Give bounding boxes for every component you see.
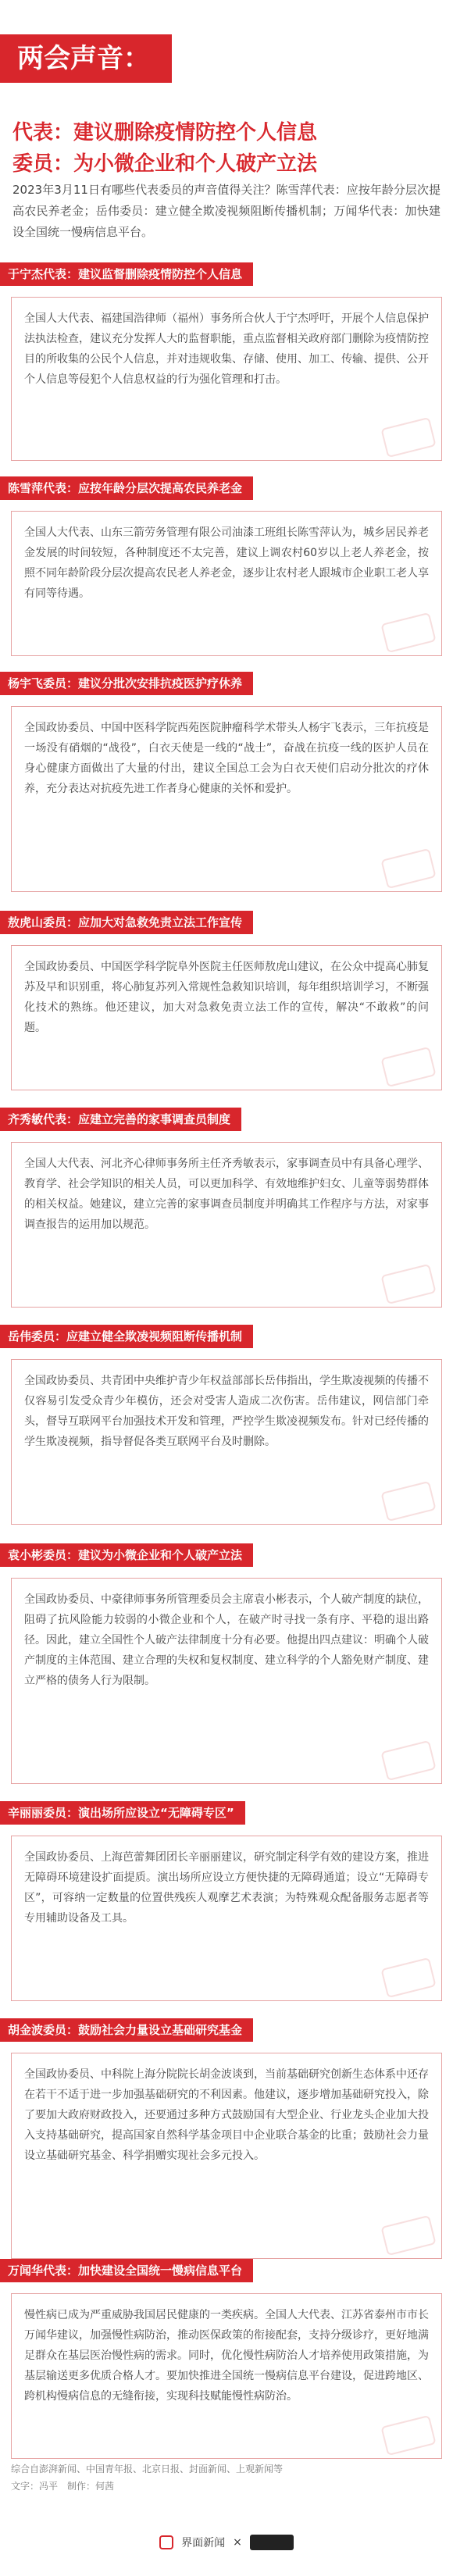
section-body: 全国人大代表、山东三箭劳务管理有限公司油漆工班组长陈雪萍认为，城乡居民养老金发展的时间较短，各种制度还不太完善，建议上调农村60岁以上老人养老金，按照不同年龄阶段分层次提高农民老人养老金，逐步让农村老人跟城市企业职工老人享有同等待遇。 [24, 526, 429, 600]
section-title: 齐秀敏代表：应建立完善的家事调查员制度 [0, 1108, 241, 1131]
section-title: 杨宇飞委员：建议分批次安排抗疫医护疗休养 [0, 672, 253, 695]
section-title: 岳伟委员：应建立健全欺凌视频阻断传播机制 [0, 1325, 253, 1348]
section-body: 全国人大代表、福建国浩律师（福州）事务所合伙人于宁杰呼吁，开展个人信息保护法执法检查，建议充分发挥人大的监督职能，重点监督相关政府部门删除为疫情防控目的所收集的公民个人信息，并对违规收集、存储、使用、加工、传输、提供、公开个人信息等侵犯个人信息权益的行为强化管理和打击。 [24, 312, 429, 386]
section-card [11, 1142, 442, 1308]
section-body: 全国政协委员、中国医学科学院阜外医院主任医师敖虎山建议，在公众中提高心肺复苏及早和识别重，将心肺复苏列入常规性急救知识培训，每年组织培训学习，不断强化技术的熟练。他还建议，加大对急救免责立法工作的宣传，解决“不敢救”的问题。 [24, 961, 429, 1034]
section-4 [8, 911, 442, 1090]
section-card [11, 2053, 442, 2259]
footer-sources: 综合自澎湃新闻、中国青年报、北京日报、封面新闻、上观新闻等 [11, 2464, 284, 2474]
watermark-stamp-icon [380, 1047, 436, 1087]
section-7 [8, 1543, 442, 1784]
section-9 [8, 2018, 442, 2259]
footer-credits: 文字：冯平 制作：何茜 [11, 2481, 115, 2492]
section-body: 全国人大代表、河北齐心律师事务所主任齐秀敏表示，家事调查员中有具备心理学、教育学、社会学知识的相关人员，可以更加科学、有效地维护妇女、儿童等弱势群体的相关权益。她建议，建立完善的家事调查员制度并明确其工作程序与方法，对家事调查报告的运用加以规范。 [24, 1158, 429, 1231]
headline-line-1: 代表：建议删除疫情防控个人信息 [12, 121, 318, 144]
section-body: 全国政协委员、中豪律师事务所管理委员会主席袁小彬表示，个人破产制度的缺位，阻碍了抗风险能力较弱的小微企业和个人，在破产时寻找一条有序、平稳的退出路径。因此，建立全国性个人破产法律制度十分有必要。他提出四点建议：明确个人破产制度的主体范围、建立合理的失权和复权制度、建立科学的个人豁免财产制度、建立严格的债务人行为限制。 [24, 1593, 429, 1687]
watermark-stamp-icon [380, 848, 436, 889]
section-card [11, 511, 442, 656]
brand-bar [0, 2531, 453, 2554]
watermark-stamp-icon [380, 1481, 436, 1522]
watermark-stamp-icon [380, 417, 436, 458]
headline-line-2: 委员：为小微企业和个人破产立法 [12, 152, 318, 176]
section-card [11, 1359, 442, 1525]
watermark-stamp-icon [380, 1957, 436, 1998]
section-5 [8, 1108, 442, 1308]
section-body: 慢性病已成为严重威胁我国居民健康的一类疾病。全国人大代表、江苏省泰州市市长万闻华建议，加强慢性病防治，推动医保政策的衔接配套，支持分级诊疗，更好地满足群众在基层医治慢性病的需求。同时，优化慢性病防治人才培养使用政策措施，为基层输送更多优质合格人才。要加快推进全国统一慢病信息平台建设，促进跨地区、跨机构慢病信息的无缝衔接，实现科技赋能慢性病防治。 [24, 2309, 429, 2403]
section-card [11, 706, 442, 892]
watermark-stamp-icon [380, 612, 436, 653]
section-8 [8, 1801, 442, 2001]
section-10 [8, 2259, 442, 2459]
section-title: 于宁杰代表：建议监督删除疫情防控个人信息 [0, 262, 253, 286]
section-body: 全国政协委员、中科院上海分院院长胡金波谈到，当前基础研究创新生态体系中还存在若干不适于进一步加强基础研究的不利因素。他建议，逐步增加基础研究投入，除了要加大政府财政投入，还要通过多种方式鼓励国有大型企业、行业龙头企业加大投入支持基础研究，提高国家自然科学基金项目中企业联合基金的比重；鼓励社会力量设立基础研究基金、科学捐赠实现社会多元投入。 [24, 2068, 429, 2162]
watermark-stamp-icon [380, 1740, 436, 1781]
section-card [11, 2293, 442, 2459]
watermark-stamp-icon [380, 2415, 436, 2456]
partner-logo-icon [250, 2535, 294, 2550]
section-title: 敖虎山委员：应加大对急救免责立法工作宣传 [0, 911, 253, 934]
section-title: 陈雪萍代表：应按年龄分层次提高农民养老金 [0, 476, 253, 500]
section-title: 胡金波委员：鼓励社会力量设立基础研究基金 [0, 2018, 253, 2042]
section-title: 辛丽丽委员：演出场所应设立“无障碍专区” [0, 1801, 245, 1825]
watermark-stamp-icon [380, 2215, 436, 2256]
section-card [11, 945, 442, 1090]
section-title: 万闻华代表：加快建设全国统一慢病信息平台 [0, 2259, 253, 2282]
footer [11, 2460, 442, 2495]
section-card [11, 1578, 442, 1784]
section-body: 全国政协委员、中国中医科学院西苑医院肿瘤科学术带头人杨宇飞表示，三年抗疫是一场没有硝烟的“战役”，白衣天使是一线的“战士”，奋战在抗疫一线的医护人员在身心健康方面做出了大量的付出，建议全国总工会为白衣天使们启动分批次的疗休养，充分表达对抗疫先进工作者身心健康的关怀和爱护。 [24, 722, 429, 795]
brand-name: 界面新闻 [181, 2537, 226, 2549]
watermark-stamp-icon [380, 1264, 436, 1304]
section-2 [8, 476, 442, 656]
headline [12, 117, 441, 180]
intro-paragraph: 2023年3月11日有哪些代表委员的声音值得关注？陈雪萍代表：应按年龄分层次提高农民养老金；岳伟委员：建立健全欺凌视频阻断传播机制；万闻华代表：加快建设全国统一慢病信息平台。 [12, 183, 441, 239]
section-title: 袁小彬委员：建议为小微企业和个人破产立法 [0, 1543, 253, 1567]
section-1 [8, 262, 442, 461]
section-card [11, 297, 442, 461]
banner-title: 两会声音： [0, 34, 172, 83]
section-6 [8, 1325, 442, 1525]
section-3 [8, 672, 442, 892]
section-card [11, 1836, 442, 2001]
section-body: 全国政协委员、上海芭蕾舞团团长辛丽丽建议，研究制定科学有效的建设方案，推进无障碍环境建设扩面提质。演出场所应设立方便快捷的无障碍通道；设立“无障碍专区”，可容纳一定数量的位置供残疾人观摩艺术表演；为特殊观众配备服务志愿者等专用辅助设备及工具。 [24, 1851, 429, 1925]
brand-logo-icon [159, 2535, 173, 2549]
section-body: 全国政协委员、共青团中央维护青少年权益部部长岳伟指出，学生欺凌视频的传播不仅容易引发受众青少年模仿，还会对受害人造成二次伤害。岳伟建议，网信部门牵头，督导互联网平台加强技术开发和管理，严控学生欺凌视频发布。针对已经传播的学生欺凌视频，指导督促各类互联网平台及时删除。 [24, 1375, 429, 1448]
brand-separator: × [233, 2536, 242, 2549]
